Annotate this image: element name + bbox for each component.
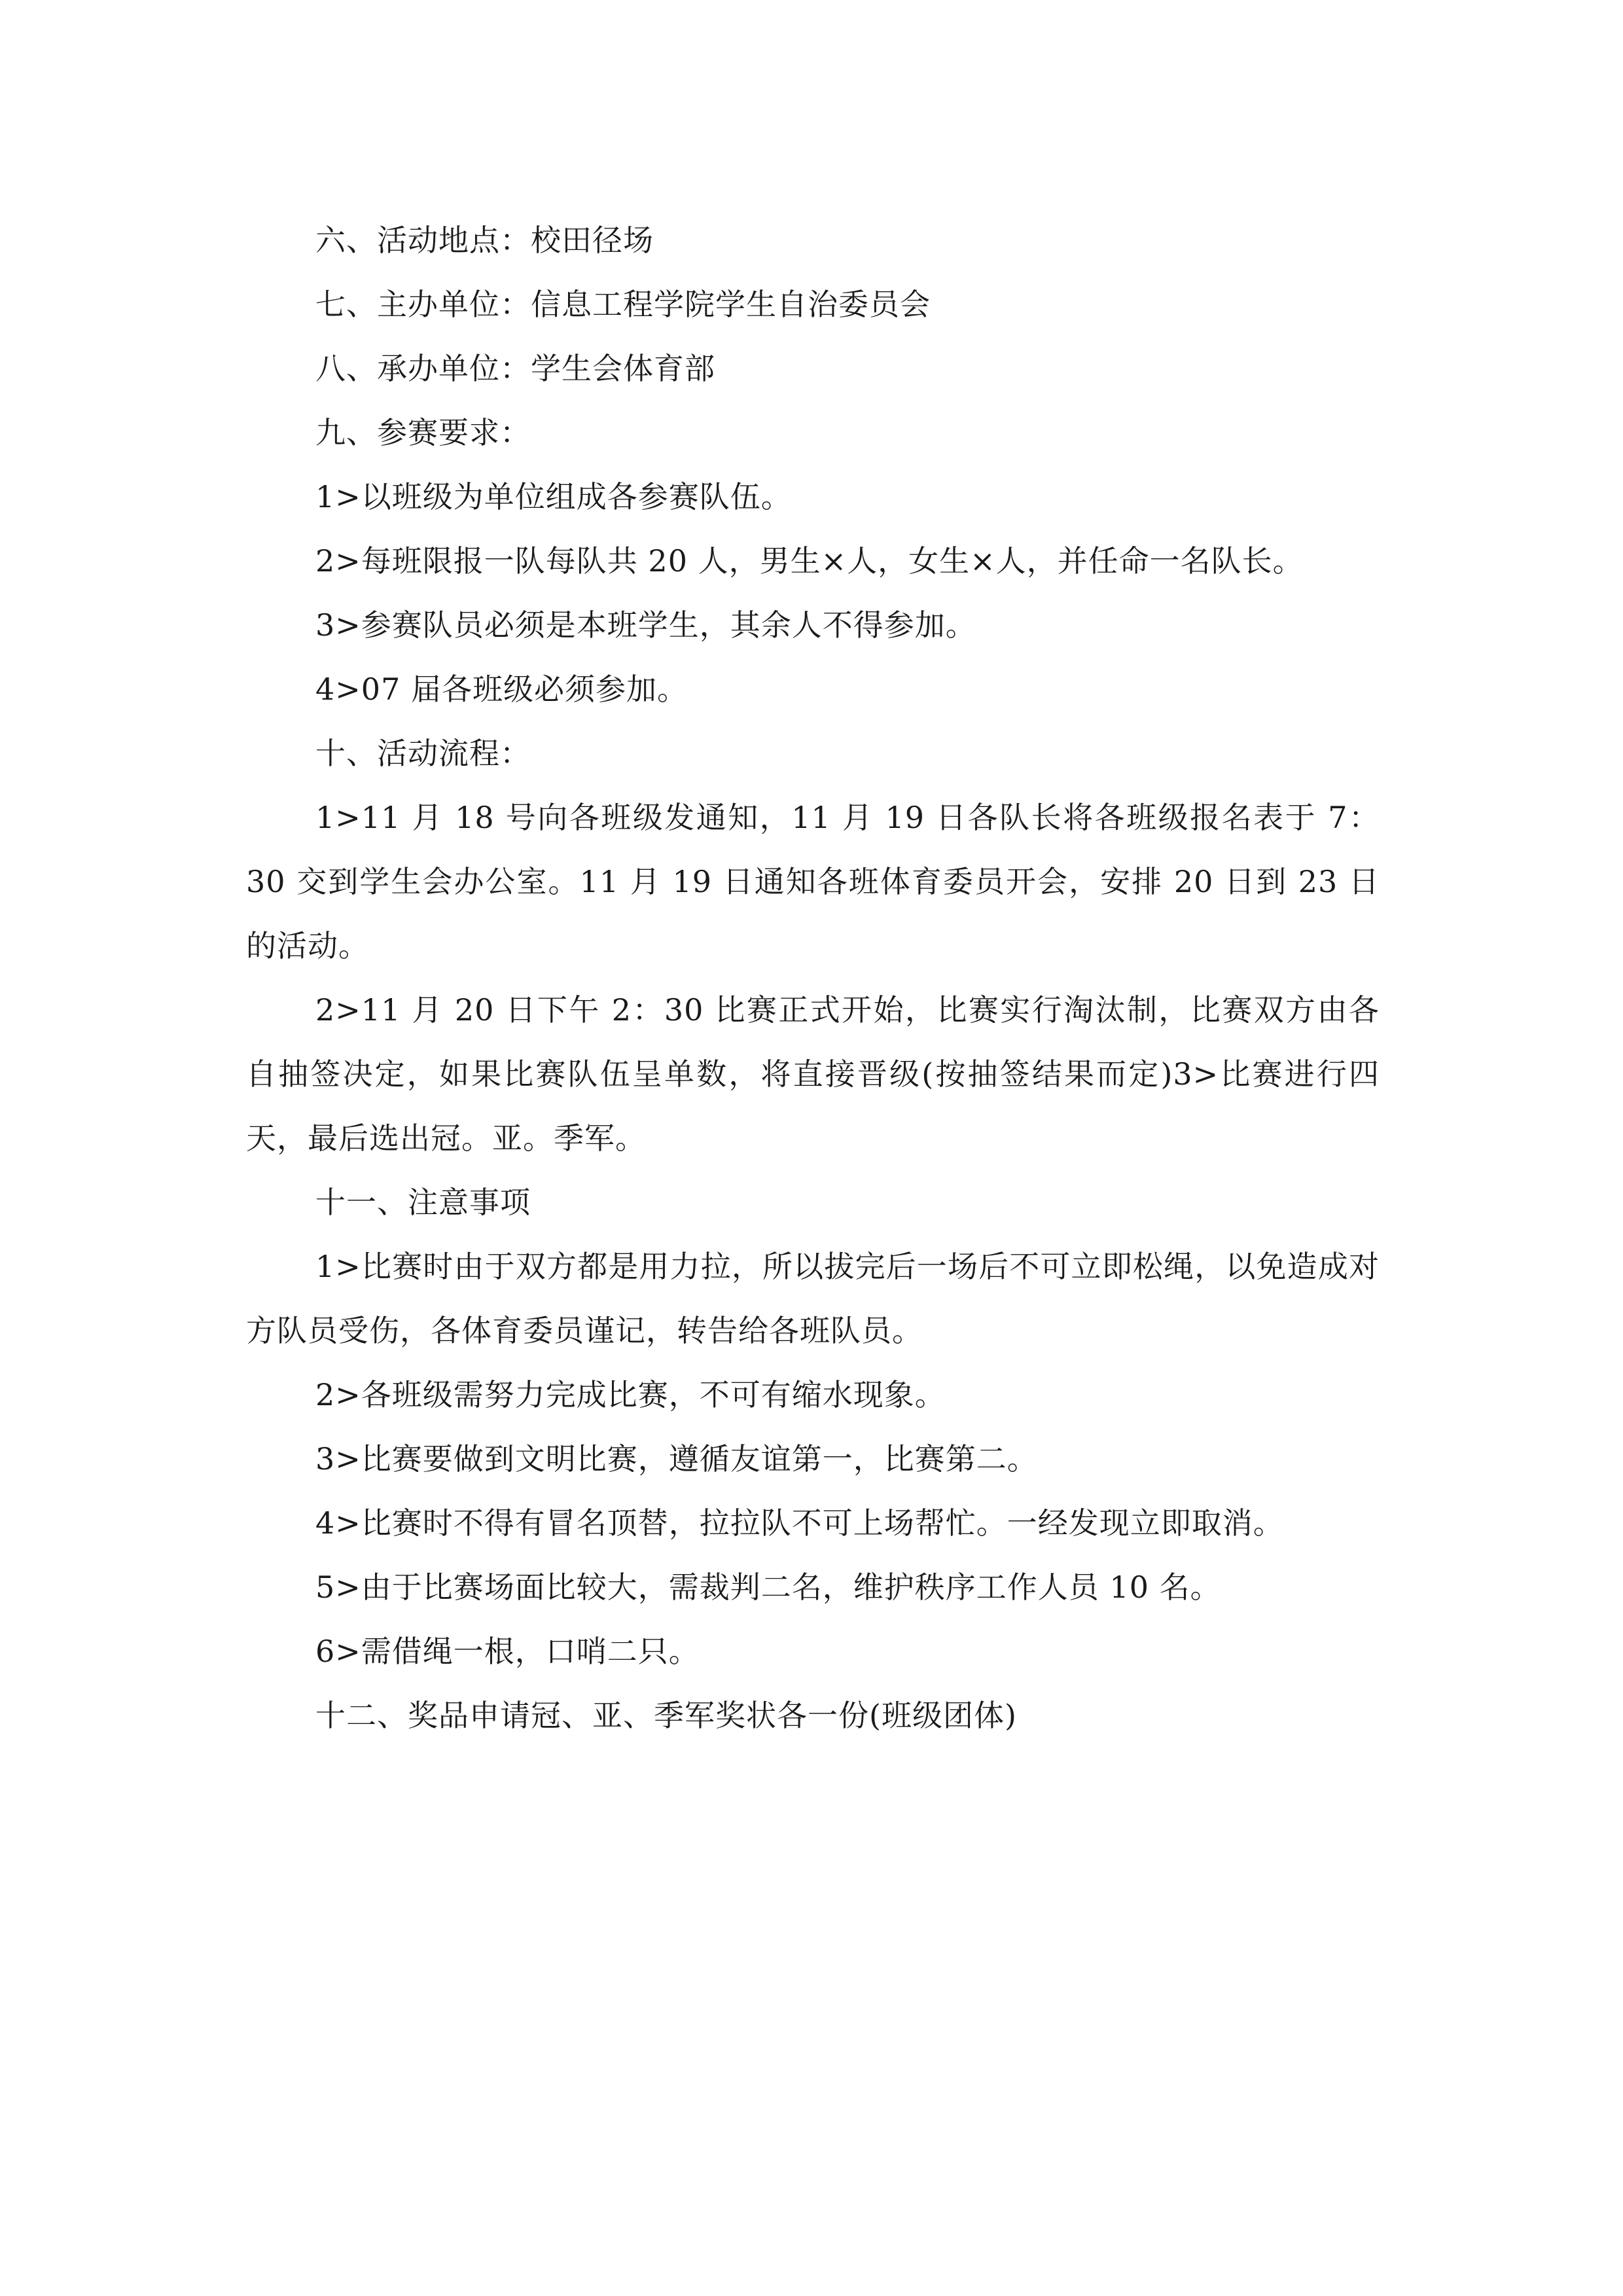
flow-step-1: 1>11 月 18 号向各班级发通知，11 月 19 日各队长将各班级报名表于 7：30 交到学生会办公室。11 月 19 日通知各班体育委员开会，安排 20 日到 23 日的活动。 bbox=[246, 800, 1380, 963]
item-organizer: 七、主办单位：信息工程学院学生自治委员会 bbox=[315, 287, 931, 322]
item-host: 八、承办单位：学生会体育部 bbox=[315, 351, 715, 386]
requirement-4: 4>07 届各班级必须参加。 bbox=[315, 672, 688, 707]
flow-step-2: 2>11 月 20 日下午 2：30 比赛正式开始，比赛实行淘汰制，比赛双方由各自抽签决定，如果比赛队伍呈单数，将直接晋级(按抽签结果而定)3>比赛进行四天，最后选出冠。亚。季军。 bbox=[246, 992, 1380, 1156]
item-location: 六、活动地点：校田径场 bbox=[315, 223, 654, 258]
item-flow-heading: 十、活动流程： bbox=[315, 736, 531, 771]
note-5: 5>由于比赛场面比较大，需裁判二名，维护秩序工作人员 10 名。 bbox=[315, 1570, 1221, 1605]
note-4: 4>比赛时不得有冒名顶替，拉拉队不可上场帮忙。一经发现立即取消。 bbox=[315, 1505, 1284, 1541]
requirement-3: 3>参赛队员必须是本班学生，其余人不得参加。 bbox=[315, 607, 976, 643]
requirement-1: 1>以班级为单位组成各参赛队伍。 bbox=[315, 479, 792, 514]
note-3: 3>比赛要做到文明比赛，遵循友谊第一，比赛第二。 bbox=[315, 1441, 1038, 1477]
item-requirements-heading: 九、参赛要求： bbox=[315, 415, 531, 450]
note-6: 6>需借绳一根，口哨二只。 bbox=[315, 1634, 700, 1669]
note-2: 2>各班级需努力完成比赛，不可有缩水现象。 bbox=[315, 1377, 946, 1412]
document-page bbox=[246, 208, 1380, 1748]
item-prizes: 十二、奖品申请冠、亚、季军奖状各一份(班级团体) bbox=[315, 1698, 1017, 1733]
note-1: 1>比赛时由于双方都是用力拉，所以拔完后一场后不可立即松绳，以免造成对方队员受伤，各体育委员谨记，转告给各班队员。 bbox=[246, 1249, 1380, 1348]
requirement-2: 2>每班限报一队每队共 20 人，男生×人，女生×人，并任命一名队长。 bbox=[315, 543, 1304, 579]
notes-heading: 十一、注意事项 bbox=[315, 1185, 531, 1220]
